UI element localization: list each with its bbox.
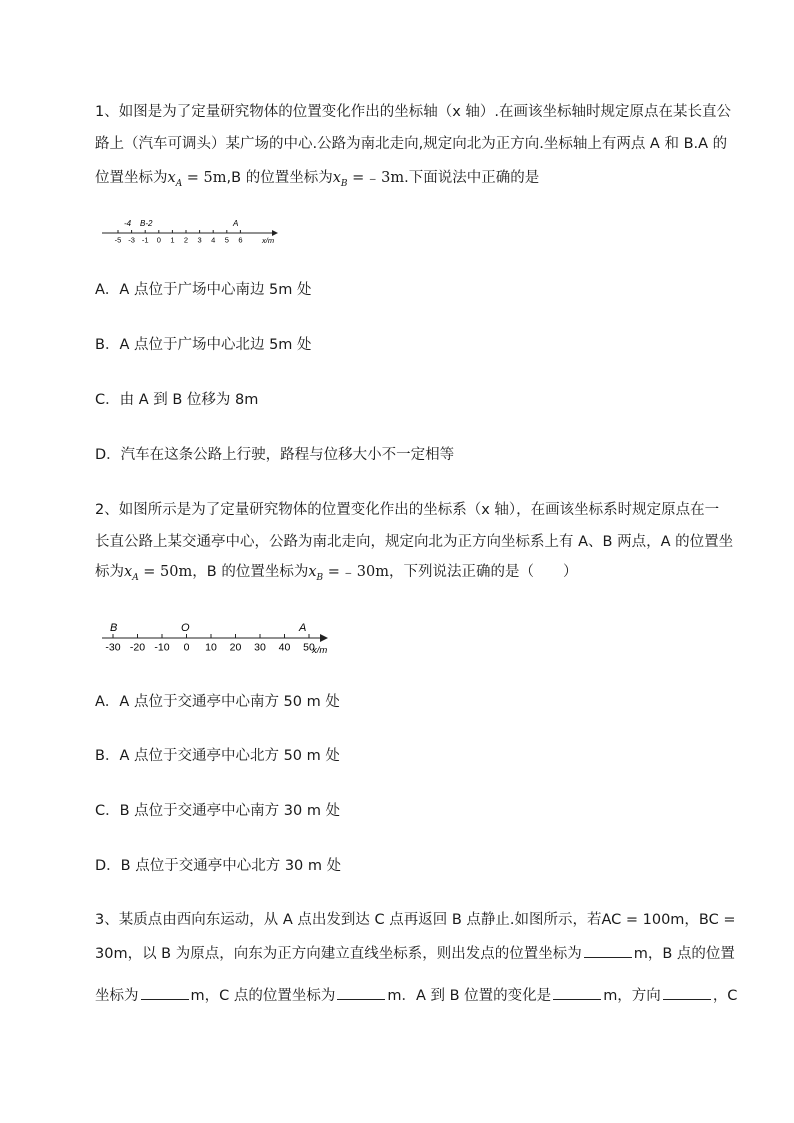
axis-tick-label: 40 bbox=[278, 641, 291, 654]
q1-label-b-minus2: B-2 bbox=[140, 219, 153, 228]
q3-blank-3[interactable] bbox=[337, 985, 385, 1000]
axis-tick-label: 4 bbox=[211, 235, 216, 245]
q2-label-o: O bbox=[181, 622, 190, 634]
q1-option-d[interactable]: D．汽车在这条公路上行驶，路程与位移大小不一定相等 bbox=[95, 447, 455, 463]
axis-tick-label: -10 bbox=[154, 641, 170, 654]
axis-tick-label: 2 bbox=[183, 235, 189, 245]
q2-stem-line-3: 标为$x_A = 50m$，B 的位置坐标为$x_B$ = ₋ 30m，下列说法正确的是（ ） bbox=[95, 564, 578, 583]
q3-stem-line-1: 3、某质点由西向东运动，从 A 点出发到达 C 点再返回 B 点静止.如图所示，若AC = 100m，BC = bbox=[95, 912, 736, 928]
q1-option-c[interactable]: C．由 A 到 B 位移为 8m bbox=[95, 392, 259, 408]
q2-label-a: A bbox=[299, 622, 307, 634]
axis-tick-label: 50 bbox=[303, 641, 315, 654]
q3-blank-5[interactable] bbox=[663, 985, 711, 1000]
q2-label-b: B bbox=[110, 622, 118, 634]
q1-option-a[interactable]: A．A 点位于广场中心南边 5m 处 bbox=[95, 282, 312, 298]
q3-blank-2[interactable] bbox=[141, 985, 189, 1000]
q3-stem-line-2: 30m，以 B 为原点，向东为正方向建立直线坐标系，则出发点的位置坐标为 m，B 点的位置 bbox=[95, 943, 735, 964]
q2-stem-line-1: 2、如图所示是为了定量研究物体的位置变化作出的坐标系（x 轴），在画该坐标系时规定原点在一 bbox=[95, 502, 720, 518]
q1-axis-unit: x/m bbox=[262, 236, 275, 245]
q1-stem-line-2: 路上（汽车可调头）某广场的中心.公路为南北走向,规定向北为正方向.坐标轴上有两点 A 和 B.A 的 bbox=[95, 136, 728, 152]
q2-option-c[interactable]: C．B 点位于交通亭中心南方 30 m 处 bbox=[95, 803, 341, 819]
q2-stem-line-2: 长直公路上某交通亭中心，公路为南北走向，规定向北为正方向坐标系上有 A、B 两点，A 的位置坐 bbox=[95, 534, 734, 550]
q1-stem-line-3: 位置坐标为$x_A = 5m,B$ 的位置坐标为$x_B$ = ₋ 3m.下面说法中正确的是 bbox=[95, 170, 540, 189]
q1-label-a: A bbox=[233, 219, 239, 228]
q3-stem-line-3: 坐标为 m，C 点的位置坐标为 m．A 到 B 位置的变化是 m，方向 ，C bbox=[95, 985, 737, 1006]
axis-tick-label: -30 bbox=[105, 641, 121, 654]
q3-blank-1[interactable] bbox=[584, 943, 632, 958]
axis-tick-label: -3 bbox=[128, 235, 135, 245]
axis-tick-label: -1 bbox=[141, 235, 149, 245]
axis-tick-label: 0 bbox=[156, 235, 161, 245]
axis-tick-label: 6 bbox=[238, 235, 243, 245]
axis-tick-label: 10 bbox=[205, 641, 217, 654]
axis-tick-label: 5 bbox=[224, 235, 229, 245]
q1-option-b[interactable]: B．A 点位于广场中心北边 5m 处 bbox=[95, 337, 312, 353]
axis-tick-label: 30 bbox=[254, 641, 266, 654]
axis-tick-label: 20 bbox=[229, 641, 242, 654]
q1-label-minus4: -4 bbox=[124, 219, 132, 228]
axis-tick-label: -20 bbox=[129, 641, 146, 654]
axis-tick-label: 1 bbox=[170, 235, 175, 245]
q2-option-b[interactable]: B．A 点位于交通亭中心北方 50 m 处 bbox=[95, 748, 340, 764]
q2-axis-figure bbox=[100, 618, 340, 658]
q2-option-d[interactable]: D．B 点位于交通亭中心北方 30 m 处 bbox=[95, 858, 342, 874]
axis-tick-label: 0 bbox=[183, 641, 190, 654]
axis-tick-label: 3 bbox=[197, 235, 202, 245]
q3-blank-4[interactable] bbox=[553, 985, 601, 1000]
q2-option-a[interactable]: A．A 点位于交通亭中心南方 50 m 处 bbox=[95, 694, 340, 710]
q2-axis-unit: x/m bbox=[312, 645, 328, 656]
axis-tick-label: -5 bbox=[114, 235, 122, 245]
q1-axis-figure bbox=[100, 216, 290, 250]
q1-stem-line-1: 1、如图是为了定量研究物体的位置变化作出的坐标轴（x 轴）.在画该坐标轴时规定原点在某长直公 bbox=[95, 104, 732, 120]
